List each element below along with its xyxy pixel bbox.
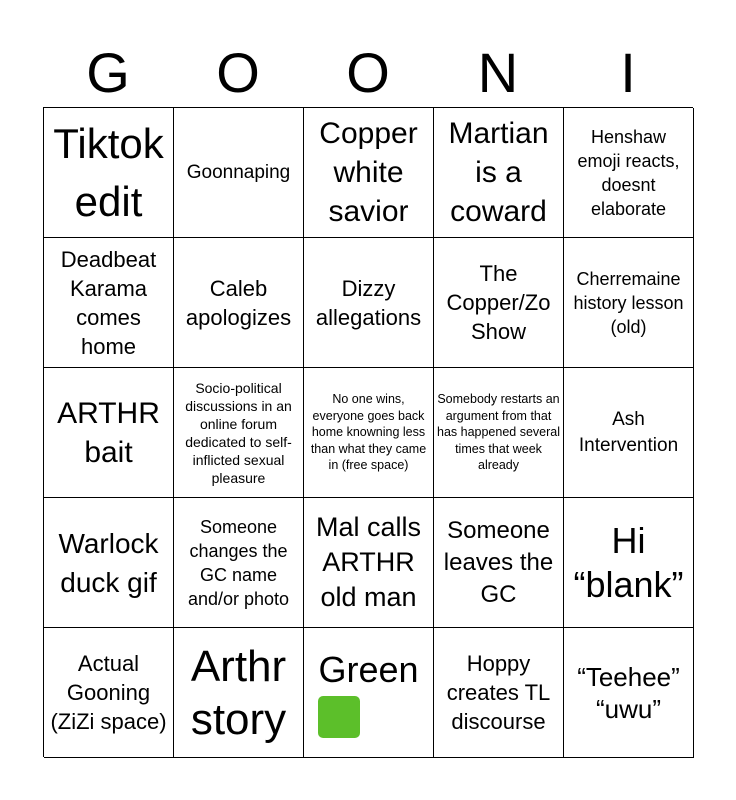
cell-text: Someone leaves the GC — [443, 516, 554, 608]
bingo-cell[interactable] — [304, 628, 434, 758]
bingo-cell[interactable] — [304, 108, 434, 238]
header-letter-3: O — [346, 41, 390, 104]
cell-text: Hi “blank” — [573, 519, 684, 605]
cell-text: Cherremaine history lesson (old) — [573, 268, 684, 337]
bingo-cell[interactable] — [174, 238, 304, 368]
cell-text: Actual Gooning (ZiZi space) — [50, 651, 167, 734]
cell-text: Hoppy creates TL discourse — [446, 651, 551, 734]
bingo-cell[interactable] — [174, 498, 304, 628]
bingo-cell[interactable] — [44, 108, 174, 238]
header-letter-4: N — [477, 41, 519, 104]
cell-text: “Teehee” “uwu” — [577, 661, 680, 724]
header-letter-2: O — [216, 41, 260, 104]
cell-text: Socio-political discussions in an online forum dedicated to self-inflicted sexual pleasure — [185, 379, 292, 486]
cell-text: ARTHR bait — [57, 396, 160, 469]
bingo-cell[interactable] — [564, 628, 694, 758]
bingo-grid — [43, 107, 693, 757]
bingo-cell[interactable] — [434, 628, 564, 758]
bingo-cell[interactable] — [44, 498, 174, 628]
cell-text: Deadbeat Karama comes home — [60, 246, 157, 359]
bingo-cell[interactable] — [564, 238, 694, 368]
bingo-cell[interactable] — [44, 238, 174, 368]
bingo-cell[interactable] — [564, 108, 694, 238]
cell-text: Copper white savior — [319, 117, 418, 228]
bingo-cell[interactable] — [304, 238, 434, 368]
cell-text: Somebody restarts an argument from that has happened several times that week already — [437, 392, 561, 473]
cell-text: Green — [318, 648, 419, 690]
cell-text: Someone changes the GC name and/or photo — [187, 516, 290, 609]
bingo-cell[interactable] — [174, 108, 304, 238]
bingo-cell[interactable] — [174, 628, 304, 758]
bingo-cell[interactable] — [434, 108, 564, 238]
cell-text: Tiktok edit — [53, 119, 164, 225]
cell-text: Dizzy allegations — [315, 275, 422, 330]
bingo-cell[interactable] — [44, 368, 174, 498]
cell-text: Goonnaping — [186, 161, 291, 183]
cell-text: Henshaw emoji reacts, doesnt elaborate — [577, 126, 680, 219]
bingo-cell[interactable] — [434, 238, 564, 368]
bingo-cell[interactable] — [174, 368, 304, 498]
cell-text: Ash Intervention — [578, 408, 679, 456]
cell-text: Mal calls ARTHR old man — [315, 512, 422, 612]
cell-text: Warlock duck gif — [58, 527, 159, 598]
free-space-cell[interactable] — [304, 368, 434, 498]
bingo-cell[interactable] — [564, 498, 694, 628]
bingo-cell[interactable] — [434, 368, 564, 498]
bingo-cell[interactable] — [434, 498, 564, 628]
green-square-icon — [318, 696, 360, 738]
cell-text: Arthr story — [190, 641, 287, 744]
bingo-header — [43, 38, 693, 108]
cell-text: Martian is a coward — [448, 117, 549, 228]
cell-text: No one wins, everyone goes back home knowning less than what they came in (free space) — [310, 392, 427, 473]
cell-text: Caleb apologizes — [185, 275, 292, 330]
bingo-cell[interactable] — [564, 368, 694, 498]
bingo-cell[interactable] — [304, 498, 434, 628]
header-letter-5: I — [620, 41, 636, 104]
header-letter-1: G — [86, 41, 130, 104]
bingo-cell[interactable] — [44, 628, 174, 758]
cell-text: The Copper/Zo Show — [446, 261, 551, 344]
